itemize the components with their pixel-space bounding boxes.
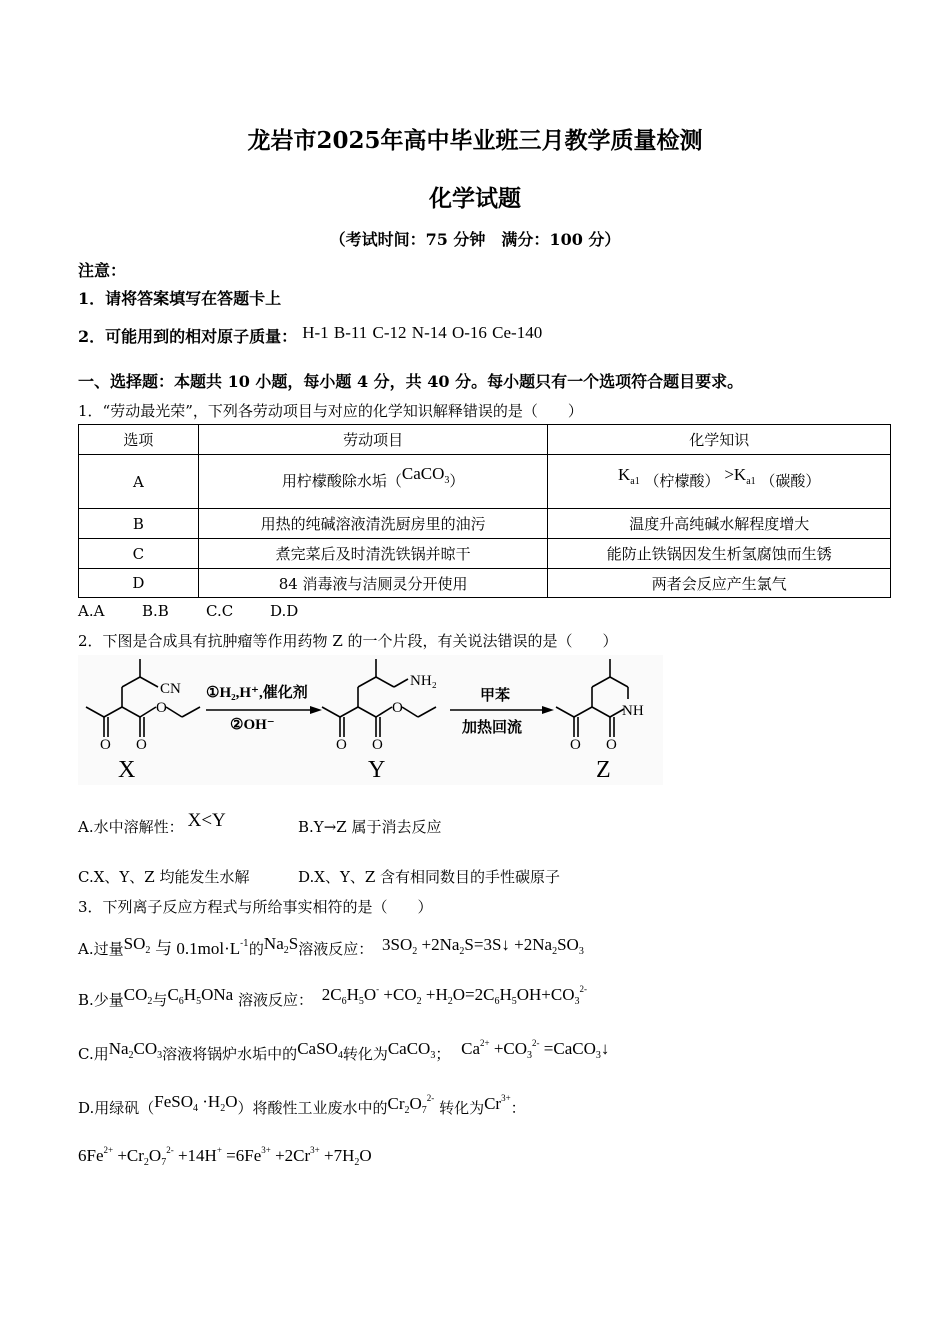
reagent-3: 甲苯 (480, 688, 511, 704)
q3-b-tail: 溶液反应： (237, 991, 313, 1009)
project-cell: 84 消毒液与洁厕灵分开使用 (198, 569, 548, 598)
q3-b-mid: 与 (152, 991, 168, 1009)
z-carbonyl-o1: O (570, 737, 581, 753)
q3-d-prefix: D.用绿矾（ (78, 1099, 155, 1117)
q3-a-tail: 溶液反应： (298, 940, 374, 958)
knowledge-cell: 能防止铁锅因发生析氢腐蚀而生锈 (548, 539, 891, 569)
caco3-formula-c: CaCO$_3$ (387, 1039, 436, 1061)
reagent-2: ②OH⁻ (230, 717, 275, 733)
q3-a-prefix: A.过量 (78, 940, 124, 958)
q3-option-d (78, 1092, 526, 1120)
gt-sign: > (724, 465, 734, 484)
note-item-2 (78, 324, 542, 347)
ka-symbol (618, 465, 640, 487)
table-header-cell: 劳动项目 (198, 425, 548, 455)
q1-stem: 1．“劳动最光荣”，下列各劳动项目与对应的化学知识解释错误的是（ ） (78, 402, 583, 420)
ka-note: （柠檬酸） (644, 472, 720, 490)
subject-title: 化学试题 (429, 185, 521, 212)
q1-table (78, 424, 891, 598)
q1-choices (78, 602, 298, 620)
q3-a-concentration: 与 0.1mol·L (155, 939, 241, 958)
table-header-cell: 化学知识 (548, 425, 891, 455)
notes-heading: 注意： (78, 261, 127, 280)
option-cell: C (79, 539, 199, 569)
q3-c-mid2: 转化为 (342, 1045, 388, 1063)
so2-formula: $SO_2$ (123, 934, 151, 956)
table-header-cell: 选项 (79, 425, 199, 455)
z-carbonyl-o2: O (606, 737, 617, 753)
project-cell (198, 455, 548, 509)
choice-a: A.A (78, 602, 105, 620)
y-ester-o: O (392, 700, 403, 716)
choice-b: B.B (142, 602, 169, 620)
note-item-1: 1．请将答案填写在答题卡上 (78, 289, 282, 308)
q3-stem: 3．下列离子反应方程式与所给事实相符的是（ ） (78, 898, 433, 916)
table-row (79, 569, 891, 598)
table-row (79, 539, 891, 569)
q3-d-mid2: 转化为 (439, 1099, 485, 1117)
q2-option-a-formula: X<Y (187, 810, 226, 831)
reagent-1: ①H₂,H⁺,催化剂 (206, 685, 308, 701)
ka-note: （碳酸） (760, 472, 821, 490)
phenoxide-formula: $C_6H_5ONa$ (167, 985, 234, 1007)
na2s-formula: $Na_2S$ (263, 934, 299, 956)
q3-option-b (78, 984, 587, 1012)
cr3-formula: $Cr^{3+}$ (484, 1093, 511, 1113)
choice-d: D.D (270, 602, 299, 620)
section-heading: 一、选择题：本题共 10 小题，每小题 4 分，共 40 分。每小题只有一个选项符合题目要求。 (78, 372, 744, 391)
q3-d-tail: ： (510, 1099, 526, 1117)
q3-a-equation: $3SO_2$ $+2Na_2S=3S↓ +2Na_2SO_3$ (382, 935, 584, 957)
y-nh2: NH₂ (410, 673, 437, 689)
choice-c: C.C (206, 602, 234, 620)
table-row (79, 509, 891, 539)
k-text: K (733, 465, 747, 484)
q2-stem: 2．下图是合成具有抗肿瘤等作用药物 Z 的一个片段，有关说法错误的是（ ） (78, 632, 618, 650)
q3-option-c (78, 1038, 610, 1066)
x-carbonyl-o1: O (100, 737, 111, 753)
concentration-exponent: -1 (240, 939, 249, 949)
cr2o7-formula: $Cr_2O_7^{2-}$ (387, 1093, 435, 1116)
label-z: Z (596, 757, 611, 783)
q2-option-a (78, 810, 226, 838)
co2-formula: $CO_2$ (123, 985, 153, 1007)
q3-option-a (78, 934, 584, 961)
q3-c-equation: $Ca^{2+} +CO_3^{2-}$ =CaCO$_3$↓ (461, 1038, 610, 1061)
project-text: 用柠檬酸除水垢（ (281, 472, 402, 490)
x-carbonyl-o2: O (136, 737, 147, 753)
q2-option-d: D.X、Y、Z 含有相同数目的手性碳原子 (298, 868, 561, 886)
ka-compare (724, 465, 756, 487)
project-close: ） (449, 472, 465, 490)
option-cell: B (79, 509, 199, 539)
table-header-row (79, 425, 891, 455)
na2co3-formula: $Na_2CO_3$ (108, 1039, 163, 1061)
q3-c-prefix: C.用 (78, 1045, 109, 1063)
q3-d-equation: $6Fe^{2+} +Cr_2O_7^{2-} +14H^+ =6Fe^{3+} +2Cr^{3+} +7H_2O$ (78, 1145, 372, 1168)
y-carbonyl-o1: O (336, 737, 347, 753)
page-title: 龙岩市2025年高中毕业班三月教学质量检测 (247, 127, 703, 154)
q3-c-tail: ； (435, 1045, 451, 1063)
label-y: Y (368, 757, 386, 783)
caso4-formula: CaSO$_4$ (297, 1039, 343, 1061)
q2-option-a-text: A.水中溶解性： (78, 818, 184, 836)
caco3-formula (401, 464, 450, 486)
k-sub: a1 (630, 476, 640, 487)
knowledge-cell (548, 455, 891, 509)
exam-info: （考试时间：75 分钟 满分：100 分） (329, 230, 621, 249)
feso4-formula: FeSO$_4$ $\cdot H_2O$ (154, 1092, 238, 1114)
knowledge-cell: 温度升高纯碱水解程度增大 (548, 509, 891, 539)
k-text: K (618, 465, 631, 484)
q3-a-mid: 的 (248, 940, 264, 958)
label-x: X (118, 757, 136, 783)
q3-b-prefix: B.少量 (78, 991, 124, 1009)
q2-option-b: B.Y→Z 属于消去反应 (298, 818, 442, 836)
option-cell: D (79, 569, 199, 598)
formula-text: CaCO (401, 464, 445, 483)
z-nh: NH (622, 703, 644, 719)
q3-d-mid1: ）将酸性工业废水中的 (237, 1099, 388, 1117)
table-row (79, 455, 891, 509)
y-carbonyl-o2: O (372, 737, 383, 753)
x-ester-o: O (156, 700, 167, 716)
q3-c-mid1: 溶液将锅炉水垢中的 (162, 1045, 298, 1063)
option-cell: A (79, 455, 199, 509)
knowledge-cell: 两者会反应产生氯气 (548, 569, 891, 598)
q3-b-equation: $2C_6H_5O^- +CO_2 +H_2O=2C_6H_5OH+CO_3^{2-}$ (321, 984, 587, 1007)
reagent-4: 加热回流 (462, 720, 523, 736)
x-cn: CN (160, 681, 181, 697)
atomic-masses: H-1 B-11 C-12 N-14 O-16 Ce-140 (302, 323, 543, 342)
formula-sub: 3 (444, 475, 450, 486)
q2-option-c: C.X、Y、Z 均能发生水解 (78, 868, 250, 886)
note-item-2-label: 2．可能用到的相对原子质量： (78, 327, 298, 346)
project-cell: 煮完菜后及时清洗铁锅并晾干 (198, 539, 548, 569)
reaction-scheme (78, 655, 663, 785)
project-cell: 用热的纯碱溶液清洗厨房里的油污 (198, 509, 548, 539)
k-sub: a1 (746, 476, 756, 487)
